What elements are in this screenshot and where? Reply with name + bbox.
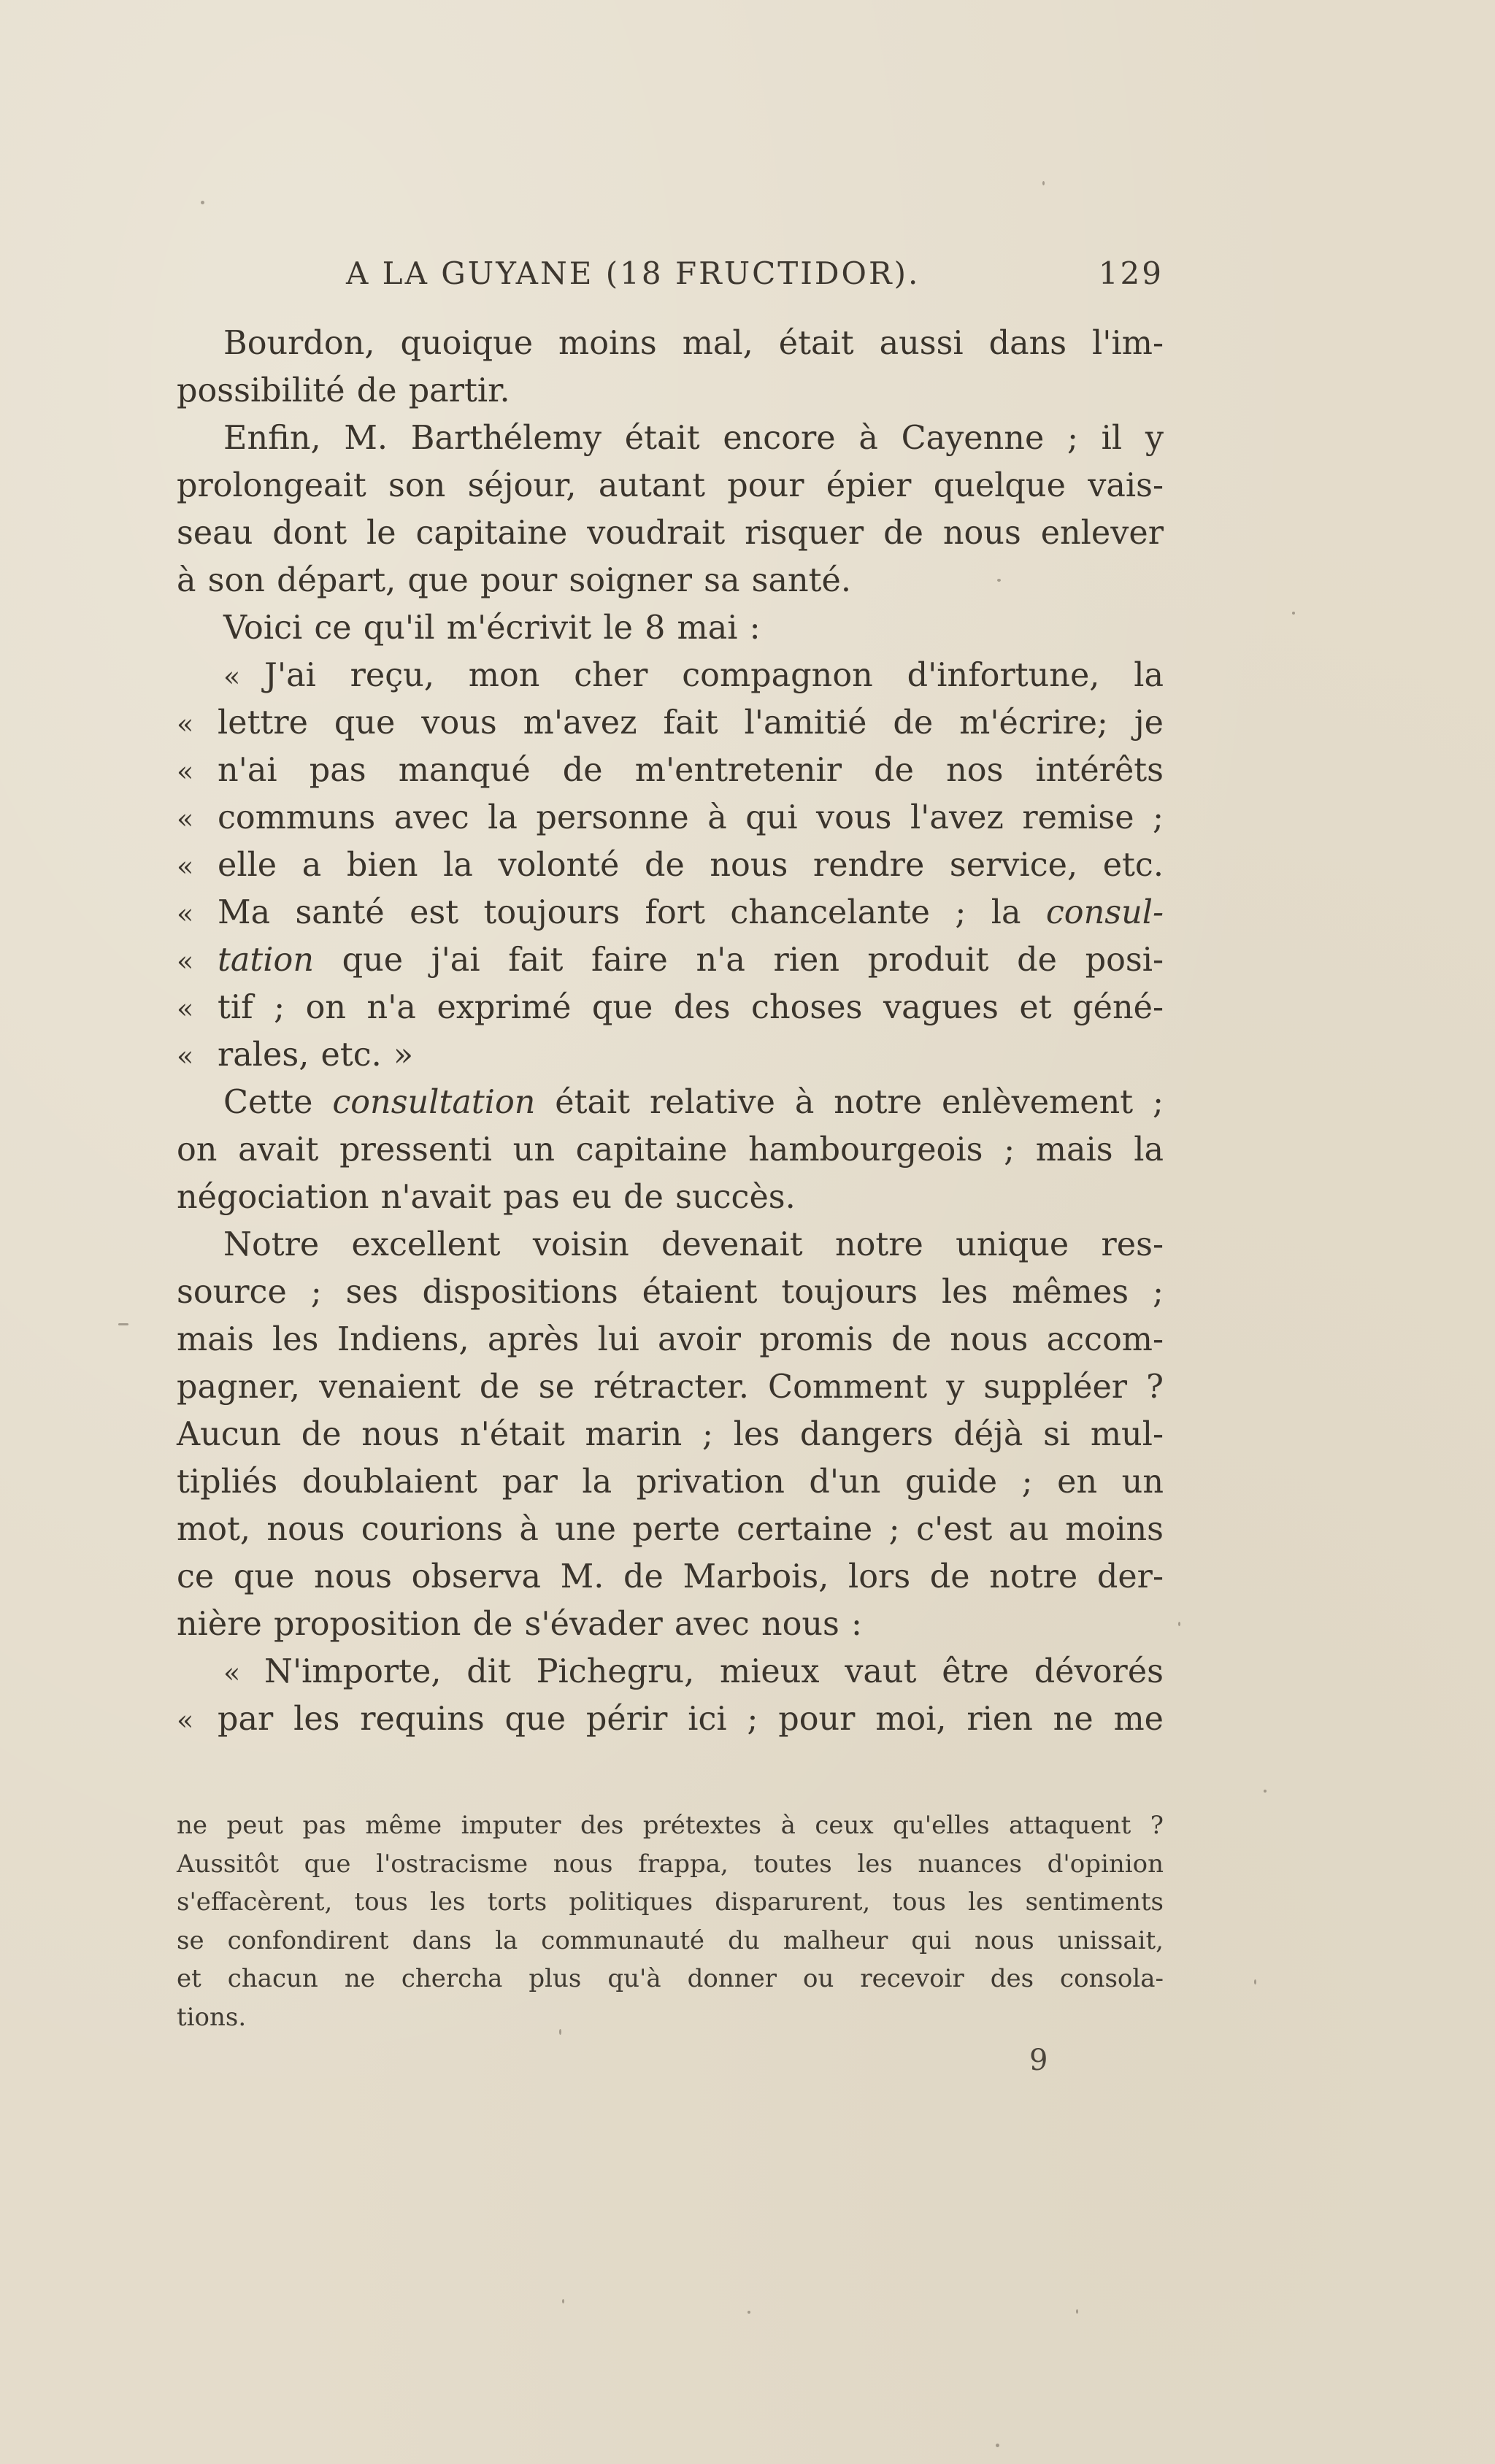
quote-line: « Ma santé est toujours fort chancelante ; la consul- <box>177 889 1164 936</box>
signature-mark: 9 <box>1029 2044 1048 2077</box>
footnote-line: ne peut pas même imputer des prétextes à ceux qu'elles attaquent ? <box>177 1811 1164 1840</box>
quote-line: « N'importe, dit Pichegru, mieux vaut être dévorés <box>177 1648 1164 1695</box>
text-line: Voici ce qu'il m'écrivit le 8 mai : <box>223 609 761 647</box>
guillemet: « <box>177 1704 194 1736</box>
guillemet: « <box>223 661 241 693</box>
text-line: tipliés doublaient par la privation d'un guide ; en un <box>177 1463 1164 1501</box>
running-head <box>177 255 1164 299</box>
text-line: mot, nous courions à une perte certaine ; c'est au moins <box>177 1511 1164 1548</box>
text-line: Enfin, M. Barthélemy était encore à Cayenne ; il y <box>223 420 1164 457</box>
quote-line: « elle a bien la volonté de nous rendre service, etc. <box>177 842 1164 889</box>
footnote-line: s'effacèrent, tous les torts politiques disparurent, tous les sentiments <box>177 1887 1164 1917</box>
quote-line: « J'ai reçu, mon cher compagnon d'infortune, la <box>177 652 1164 699</box>
paper-speck <box>1264 1790 1267 1793</box>
page-number: 129 <box>1098 255 1164 291</box>
quote-line: « communs avec la personne à qui vous l'avez remise ; <box>177 794 1164 842</box>
quote-line: « rales, etc. » <box>177 1031 1164 1079</box>
guillemet: « <box>177 850 194 882</box>
text-line: Cette consultation était relative à notre enlèvement ; <box>223 1084 1164 1121</box>
text-line: Notre excellent voisin devenait notre unique res- <box>223 1226 1164 1263</box>
paper-speck <box>1254 1979 1256 1984</box>
paper-speck <box>1178 1622 1180 1626</box>
quote-line: « tif ; on n'a exprimé que des choses vagues et géné- <box>177 984 1164 1031</box>
text-line: Aucun de nous n'était marin ; les dangers déjà si mul- <box>177 1416 1164 1453</box>
text-line: possibilité de partir. <box>177 372 510 409</box>
text-line: nière proposition de s'évader avec nous : <box>177 1606 863 1643</box>
body-text <box>177 320 1164 1743</box>
quote-line: « n'ai pas manqué de m'entretenir de nos intérêts <box>177 747 1164 794</box>
footnote-line: Aussitôt que l'ostracisme nous frappa, toutes les nuances d'opinion <box>177 1849 1164 1879</box>
paper-speck <box>201 201 204 204</box>
guillemet: « <box>177 755 194 788</box>
footnote-line: et chacun ne chercha plus qu'à donner ou recevoir des consola- <box>177 1964 1164 1993</box>
footnote <box>177 1806 1164 2036</box>
guillemet: « <box>177 803 194 835</box>
text-line: prolongeait son séjour, autant pour épier quelque vais- <box>177 467 1164 504</box>
paper-speck <box>1076 2309 1078 2314</box>
text-line: Bourdon, quoique moins mal, était aussi dans l'im- <box>223 325 1164 362</box>
paper-speck <box>118 1323 128 1325</box>
italic-term: consultation <box>332 1084 536 1121</box>
paper-speck <box>1042 181 1045 185</box>
text-line: pagner, venaient de se rétracter. Comment y suppléer ? <box>177 1368 1164 1406</box>
quote-line: « lettre que vous m'avez fait l'amitié de m'écrire; je <box>177 699 1164 747</box>
text-line: négociation n'avait pas eu de succès. <box>177 1179 796 1216</box>
guillemet: « <box>177 898 194 930</box>
paper-speck <box>1292 612 1295 615</box>
italic-term: consul- <box>1045 894 1164 931</box>
guillemet: « <box>177 945 194 977</box>
chapter-title: A LA GUYANE (18 FRUCTIDOR). <box>346 255 921 291</box>
quote-line: « tation que j'ai fait faire n'a rien produit de posi- <box>177 936 1164 984</box>
text-line: ce que nous observa M. de Marbois, lors de notre der- <box>177 1558 1164 1595</box>
guillemet: « <box>177 708 194 740</box>
footnote-line: se confondirent dans la communauté du malheur qui nous unissait, <box>177 1925 1164 1955</box>
text-line: seau dont le capitaine voudrait risquer de nous enlever <box>177 515 1164 552</box>
guillemet: « <box>177 1040 194 1072</box>
text-line: source ; ses dispositions étaient toujours les mêmes ; <box>177 1274 1164 1311</box>
paper-speck <box>562 2299 564 2303</box>
guillemet: « <box>223 1657 241 1689</box>
paper-speck <box>997 579 1001 582</box>
text-line: on avait pressenti un capitaine hambourgeois ; mais la <box>177 1131 1164 1169</box>
paper-speck <box>559 2029 561 2035</box>
footnote-line: tions. <box>177 2002 247 2032</box>
guillemet: « <box>177 993 194 1025</box>
text-line: à son départ, que pour soigner sa santé. <box>177 562 852 599</box>
paper-speck <box>996 2444 999 2447</box>
paper-speck <box>748 2311 750 2314</box>
text-line: mais les Indiens, après lui avoir promis de nous accom- <box>177 1321 1164 1358</box>
italic-term: tation <box>218 942 314 979</box>
quote-line: « par les requins que périr ici ; pour moi, rien ne me <box>177 1695 1164 1743</box>
